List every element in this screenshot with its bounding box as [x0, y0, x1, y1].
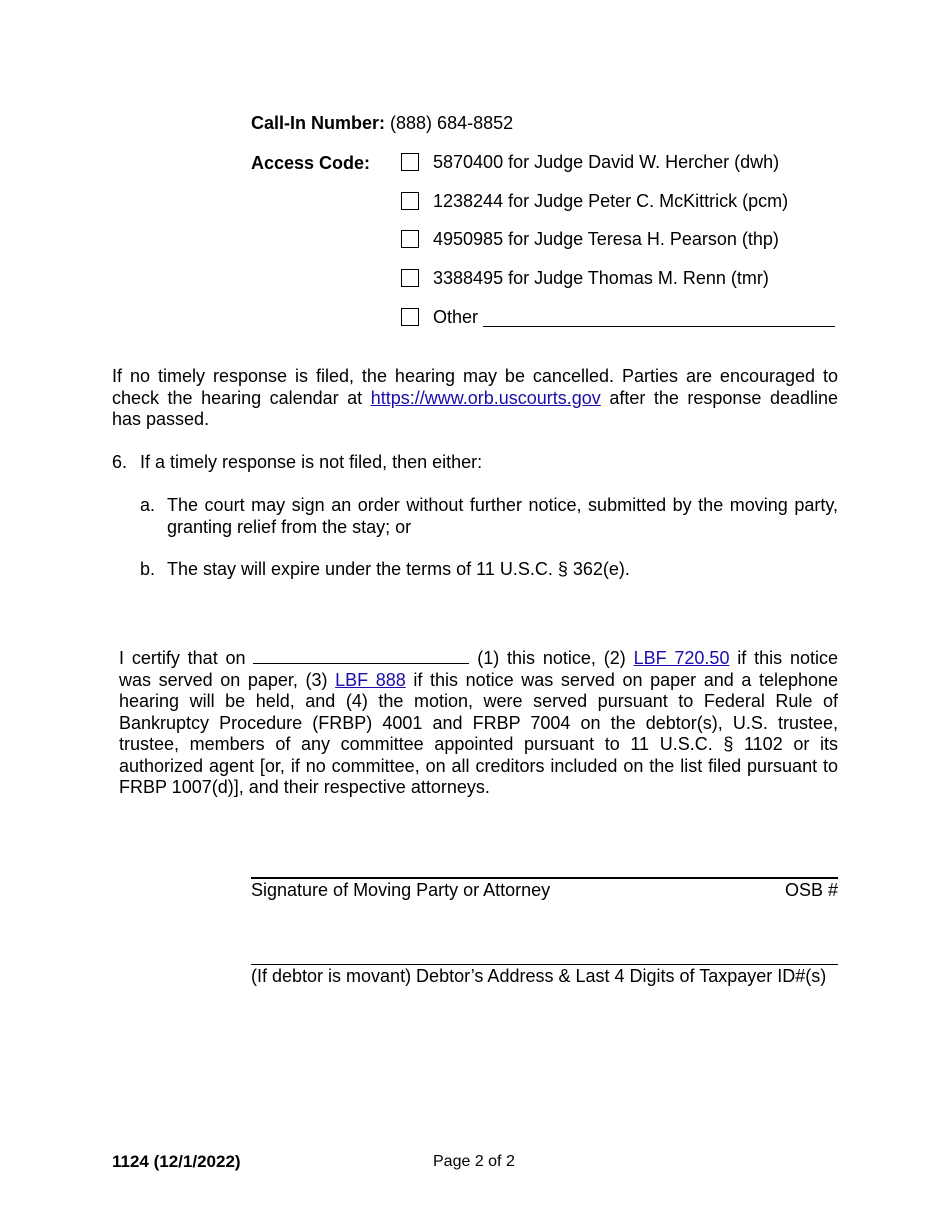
item-6a-text: The court may sign an order without further notice, submitted by the moving party, granting relief from the stay; or [167, 495, 838, 537]
access-option-checkbox[interactable] [401, 153, 419, 171]
page-number: Page 2 of 2 [433, 1153, 515, 1170]
access-option-other [401, 306, 835, 328]
certification-paragraph [119, 645, 838, 799]
access-option-checkbox[interactable] [401, 308, 419, 326]
access-option-label: 4950985 for Judge Teresa H. Pearson (thp) [433, 228, 779, 249]
other-fill-line[interactable] [483, 308, 835, 327]
certify-text-1: I certify that on [119, 648, 254, 668]
notice-text-end: after the response deadline has passed. [112, 387, 839, 429]
call-in-line [251, 113, 513, 134]
item-6-number: 6. [112, 452, 128, 472]
notice-text: If no timely response is filed, the hearing may be cancelled. Parties are encouraged to check the hearing calendar at [112, 366, 838, 408]
certify-text-2: (1) this notice, (2) [469, 648, 634, 668]
osb-label: OSB # [784, 880, 838, 900]
access-option-2 [401, 190, 788, 212]
court-calendar-link[interactable]: https://www.orb.uscourts.gov [370, 387, 601, 408]
access-code-label: Access Code: [251, 153, 371, 173]
signature-label: Signature of Moving Party or Attorney [251, 880, 551, 900]
debtor-address-label: (If debtor is movant) Debtor’s Address & Last 4 Digits of Taxpayer ID#(s) [251, 966, 827, 986]
access-option-1 [401, 151, 779, 173]
call-in-label: Call-In Number: [251, 113, 386, 133]
access-option-label: Other [433, 306, 479, 327]
signature-line[interactable] [251, 877, 838, 879]
certify-text-4: if this notice was served on paper and a telephone hearing will be held, and (4) the motion, were served pursuant to Federal Rule of Bankruptcy Procedure (FRBP) 4001 and FRBP 7004 on the debtor(s), U.S. trustee, trustee, members of any committee appointed pursuant to 11 U.S.C. § 1102 or its authorized agent [or, if no committee, on all creditors included on the list filed pursuant to FRBP 1007(d)], and their respective attorneys. [119, 669, 839, 797]
access-option-checkbox[interactable] [401, 230, 419, 248]
access-option-checkbox[interactable] [401, 269, 419, 287]
lbf-720-50-link[interactable]: LBF 720.50 [633, 648, 730, 668]
lbf-888-link[interactable]: LBF 888 [335, 669, 406, 690]
item-6-text: If a timely response is not filed, then either: [140, 452, 483, 472]
date-fill-line[interactable] [253, 645, 469, 664]
debtor-address-line[interactable] [251, 964, 838, 965]
form-id: 1124 (12/1/2022) [112, 1152, 241, 1171]
access-option-3 [401, 228, 779, 250]
item-6b-text: The stay will expire under the terms of 11 U.S.C. § 362(e). [167, 559, 630, 579]
certify-text-3: if this notice was served on paper, (3) [119, 648, 838, 690]
access-option-label: 1238244 for Judge Peter C. McKittrick (pcm) [433, 190, 789, 211]
item-6a-letter: a. [140, 495, 156, 515]
access-option-label: 3388495 for Judge Thomas M. Renn (tmr) [433, 267, 769, 288]
call-in-number: (888) 684-8852 [390, 113, 514, 133]
access-option-label: 5870400 for Judge David W. Hercher (dwh) [433, 151, 780, 172]
item-6b-letter: b. [140, 559, 156, 579]
access-option-4 [401, 267, 769, 289]
notice-paragraph [112, 366, 838, 431]
access-option-checkbox[interactable] [401, 192, 419, 210]
